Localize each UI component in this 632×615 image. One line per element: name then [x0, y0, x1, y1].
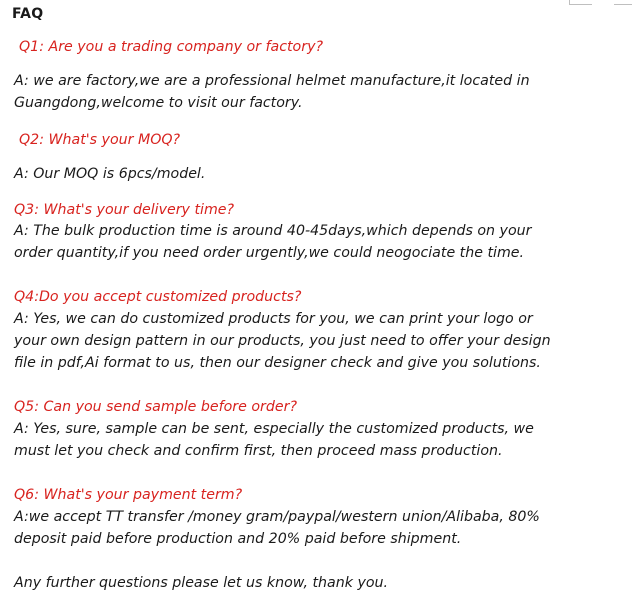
question-4: Q4:Do you accept customized products?	[14, 289, 302, 305]
answer-6-line-1: A:we accept TT transfer /money gram/paypal/western union/Alibaba, 80%	[14, 509, 540, 525]
answer-6-line-2: deposit paid before production and 20% paid before shipment.	[14, 531, 462, 547]
answer-4-line-1: A: Yes, we can do customized products for you, we can print your logo or	[14, 311, 533, 327]
question-3: Q3: What's your delivery time?	[14, 202, 235, 218]
answer-5-line-1: A: Yes, sure, sample can be sent, especially the customized products, we	[14, 421, 534, 437]
question-6: Q6: What's your payment term?	[14, 487, 243, 503]
page-corner-mark	[614, 0, 632, 5]
question-5: Q5: Can you send sample before order?	[14, 399, 297, 415]
page-title: FAQ	[12, 6, 44, 22]
answer-4-line-3: file in pdf,Ai format to us, then our designer check and give you solutions.	[14, 355, 541, 371]
answer-4-line-2: your own design pattern in our products, you just need to offer your design	[14, 333, 551, 349]
answer-3-line-2: order quantity,if you need order urgently,we could neogociate the time.	[14, 245, 525, 261]
page-corner-mark	[569, 0, 592, 5]
answer-2-line-1: A: Our MOQ is 6pcs/model.	[14, 166, 206, 182]
answer-1-line-2: Guangdong,welcome to visit our factory.	[14, 95, 303, 111]
answer-5-line-2: must let you check and confirm first, then proceed mass production.	[14, 443, 503, 459]
question-2: Q2: What's your MOQ?	[19, 132, 181, 148]
answer-3-line-1: A: The bulk production time is around 40-45days,which depends on your	[14, 223, 532, 239]
closing-note: Any further questions please let us know, thank you.	[14, 575, 389, 591]
question-1: Q1: Are you a trading company or factory?	[19, 39, 323, 55]
answer-1-line-1: A: we are factory,we are a professional helmet manufacture,it located in	[14, 73, 530, 89]
